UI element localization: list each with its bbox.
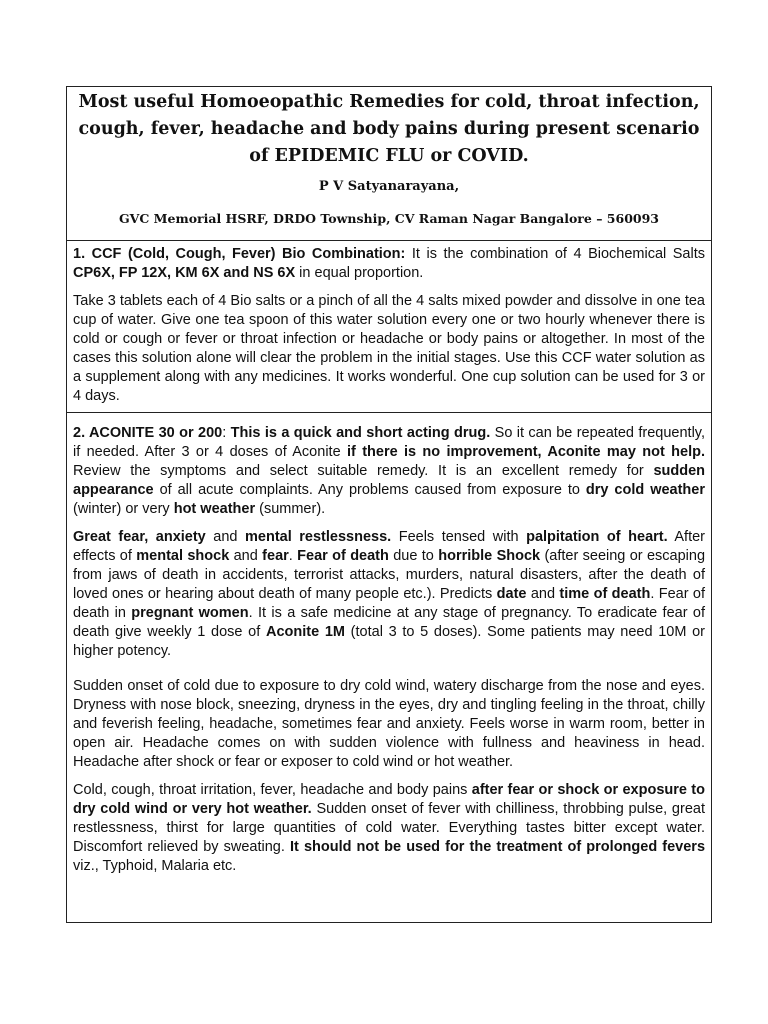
text-run: So it can be repeated frequently, if needed. After 3 or 4 doses of Aconite — [73, 425, 705, 460]
document-title: Most useful Homoeopathic Remedies for cold, throat infection, cough, fever, headache and body pains during present scenario of EPIDEMIC FLU or COVID. — [78, 92, 700, 166]
bold-run: hot weather — [173, 501, 256, 517]
author-name: P V Satyanarayana, — [318, 179, 460, 194]
aconite-fever-paragraph — [73, 781, 705, 876]
text-run: of all acute complaints. Any problems caused from exposure to — [153, 482, 586, 498]
bold-run: It should not be used for the treatment of prolonged fevers — [290, 839, 706, 855]
bold-run: Fear of death — [297, 548, 389, 564]
divider-header — [67, 240, 711, 241]
bold-run: dry cold weather — [585, 482, 705, 498]
text-run: . Fear of death in — [73, 586, 705, 621]
ccf-heading: 1. CCF (Cold, Cough, Fever) Bio Combination: — [73, 246, 406, 262]
aconite-mental-paragraph — [73, 528, 705, 661]
text-run: (winter) or very — [73, 501, 174, 517]
divider-section — [67, 412, 711, 413]
text-run: . It is a safe medicine at any stage of pregnancy. To eradicate fear of death give weekly 1 dose of — [73, 605, 705, 640]
bold-run: after fear or shock or exposure to dry cold wind or very hot weather. — [73, 782, 705, 817]
bold-run: mental restlessness. — [245, 529, 392, 545]
bold-run: mental shock — [136, 548, 230, 564]
bold-run: date — [496, 586, 527, 602]
bold-run: palpitation of heart. — [526, 529, 668, 545]
text-run: (total 3 to 5 doses). Some patients may need 10M or higher potency. — [73, 624, 706, 659]
section-aconite — [73, 424, 705, 885]
bold-run: horrible Shock — [438, 548, 541, 564]
text-run: Review the symptoms and select suitable remedy. It is an excellent remedy for — [73, 463, 654, 479]
text-run: . — [288, 548, 298, 564]
bold-run: Great fear, anxiety — [73, 529, 206, 545]
bold-run: This is a quick and short acting drug. — [230, 425, 491, 441]
text-run: and — [526, 586, 560, 602]
bold-run: CP6X, FP 12X, KM 6X and NS 6X — [73, 265, 296, 281]
bold-run: if there is no improvement, Aconite may not help. — [346, 444, 705, 460]
ccf-usage-paragraph: Take 3 tablets each of 4 Bio salts or a pinch of all the 4 salts mixed powder and dissolve in one tea cup of water. Give one tea spoon of this water solution every one or two hourly whenever there is cold or cough or fever or throat infection or headache or body pains or altogether. In most of the cases this solution alone will clear the problem in the initial stages. Use this CCF water solution as a supplement along with any medicines. It works wonderful. One cup solution can be used for 3 or 4 days. — [73, 293, 705, 404]
text-run: viz., Typhoid, Malaria etc. — [73, 858, 237, 874]
text-run: Feels tensed with — [391, 529, 527, 545]
aconite-heading: 2. ACONITE 30 or 200 — [73, 425, 223, 441]
text-run: in equal proportion. — [295, 265, 424, 281]
author-affiliation: GVC Memorial HSRF, DRDO Township, CV Raman Nagar Bangalore – 560093 — [119, 211, 659, 226]
text-run: : — [222, 425, 231, 441]
text-run: After effects of — [73, 529, 705, 564]
aconite-cold-paragraph: Sudden onset of cold due to exposure to dry cold wind, watery discharge from the nose and eyes. Dryness with nose block, sneezing, dryness in the eyes, dry and tingling feeling in the throat, chilly and feverish feeling, headache, sometimes fear and anxiety. Feels worse in warm room, better in open air. Headache comes on with sudden violence with fullness and heaviness in head. Headache after shock or fear or exposer to cold wind or hot weather. — [73, 678, 705, 770]
text-run: and — [205, 529, 246, 545]
bold-run: Aconite 1M — [265, 624, 345, 640]
text-run: due to — [388, 548, 439, 564]
ccf-intro-paragraph — [73, 245, 705, 283]
text-run: Sudden onset of fever with chilliness, throbbing pulse, great restlessness, thirst for large quantities of cold water. Everything tastes bitter except water. Discomfort relieved by sweating. — [73, 801, 705, 855]
text-run: Cold, cough, throat irritation, fever, headache and body pains — [73, 782, 472, 798]
text-run: (summer). — [255, 501, 326, 517]
aconite-intro-paragraph — [73, 424, 705, 519]
text-run: and — [229, 548, 263, 564]
document-frame — [66, 86, 712, 923]
bold-run: pregnant women — [131, 605, 249, 621]
bold-run: fear — [262, 548, 289, 564]
bold-run: time of death — [559, 586, 651, 602]
text-run: It is the combination of 4 Biochemical Salts — [405, 246, 705, 262]
text-run: (after seeing or escaping from jaws of death in accidents, terrorist attacks, murders, natural disasters, after the death of loved ones or hearing about death of many people etc.). Predicts — [73, 548, 706, 602]
bold-run: sudden appearance — [73, 463, 705, 498]
section-ccf — [73, 245, 705, 415]
